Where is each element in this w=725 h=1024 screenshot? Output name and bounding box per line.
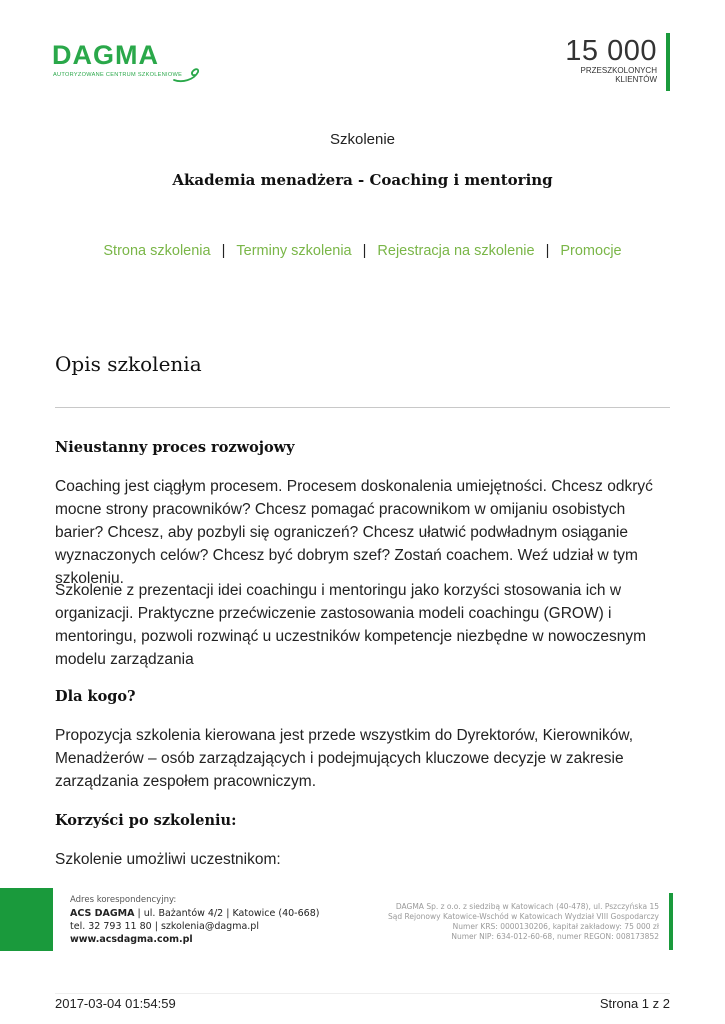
address-company: ACS DAGMA [70, 908, 135, 919]
nav-separator: | [362, 243, 367, 259]
nav-link-promotions[interactable]: Promocje [560, 243, 622, 259]
page-title: Akademia menadżera - Coaching i mentoring [172, 171, 553, 189]
page-subtitle: Szkolenie [329, 131, 396, 148]
dagma-logo [52, 42, 202, 88]
logo-subtitle: AUTORYZOWANE CENTRUM SZKOLENIOWE [53, 72, 183, 78]
paragraph-coaching: Coaching jest ciągłym procesem. Procesem doskonalenia umiejętności. Chcesz odkryć mocne strony pracowników? Chcesz pomagać pracownikom w omijaniu osobistych barier? Chcesz, aby pozbyli się ograniczeń? Chcesz ułatwić podwładnym osiąganie wyznaczonych celów? Chcesz być dobrym szef? Zostań coachem. Weź udział w tym szkoleniu. [55, 478, 653, 587]
company-registration-info [388, 902, 659, 942]
training-nav [0, 243, 725, 259]
clients-counter [565, 36, 657, 84]
address-street: | ul. Bażantów 4/2 | Katowice (40-668) [134, 908, 320, 919]
counter-label-2: KLIENTÓW [615, 75, 657, 84]
paragraph-benefits-intro: Szkolenie umożliwi uczestnikom: [55, 851, 281, 868]
correspondence-address [70, 894, 319, 946]
company-line: Sąd Rejonowy Katowice-Wschód w Katowicach Wydział VIII Gospodarczy [388, 912, 659, 921]
nav-separator: | [221, 243, 226, 259]
address-label: Adres korespondencyjny: [70, 895, 177, 905]
company-line: Numer KRS: 0000130206, kapitał zakładowy: 75 000 zł [452, 922, 659, 931]
counter-number: 15 000 [565, 35, 657, 67]
address-website: www.acsdagma.com.pl [70, 934, 193, 945]
paragraph-training-description: Szkolenie z prezentacji idei coachingu i mentoringu jako korzyści stosowania ich w organizacji. Praktyczne przećwiczenie zastosowania modeli coachingu (GROW) i mentoringu, pozwoli rozwinąć u uczestników kompetencje niezbędne w nowoczesnym modelu zarządzania [55, 582, 647, 668]
heading-continuous-process: Nieustanny proces rozwojowy [55, 439, 295, 456]
section-title: Opis szkolenia [55, 352, 202, 376]
footer-divider [55, 993, 670, 994]
counter-label-1: PRZESZKOLONYCH [580, 66, 657, 75]
counter-accent-bar [666, 33, 670, 91]
paragraph-audience: Propozycja szkolenia kierowana jest przede wszystkim do Dyrektorów, Kierowników, Menadżerów – osób zarządzających i podejmujących kluczowe decyzje w zakresie zarządzania zespołem pracowniczym. [55, 727, 634, 790]
footer-accent-bar [669, 893, 673, 950]
nav-link-training-dates[interactable]: Terminy szkolenia [236, 243, 352, 259]
heading-benefits: Korzyści po szkoleniu: [55, 812, 237, 829]
heading-for-whom: Dla kogo? [55, 688, 136, 705]
logo-wordmark: DAGMA [52, 40, 159, 70]
page-number: Strona 1 z 2 [599, 996, 670, 1011]
print-date: 2017-03-04 01:54:59 [55, 996, 176, 1011]
section-divider [55, 407, 670, 408]
company-line: DAGMA Sp. z o.o. z siedzibą w Katowicach (40-478), ul. Pszczyńska 15 [395, 902, 659, 911]
address-line [70, 907, 319, 920]
footer-green-block [0, 888, 53, 951]
address-contact: tel. 32 793 11 80 | szkolenia@dagma.pl [70, 921, 259, 932]
nav-link-registration[interactable]: Rejestracja na szkolenie [377, 243, 535, 259]
nav-link-training-page[interactable]: Strona szkolenia [103, 243, 211, 259]
nav-separator: | [545, 243, 550, 259]
company-line: Numer NIP: 634-012-60-68, numer REGON: 008173852 [451, 932, 659, 941]
